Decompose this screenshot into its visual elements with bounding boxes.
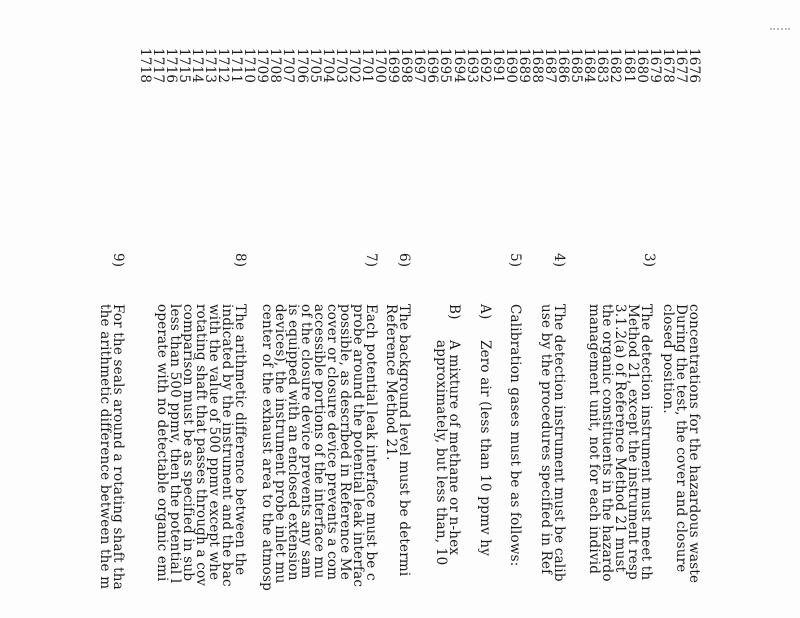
item-number-5: 5) <box>507 253 523 268</box>
line-number: 1701 <box>359 48 375 84</box>
line-number: 1705 <box>306 48 323 84</box>
line-number: 1692 <box>476 48 493 84</box>
text-line: Zero air (less than 10 ppmv hy <box>477 340 493 557</box>
text-line: closed position. <box>660 304 676 414</box>
text-line: During the test, the cover and closure <box>673 304 689 573</box>
text-line: approximately, but less than, 10 <box>433 340 449 566</box>
text-line: For the seals around a rotating shaft tha <box>110 304 126 590</box>
line-number: 1696 <box>424 48 441 84</box>
line-number: 1694 <box>450 48 467 84</box>
text-line: The detection instrument must meet th <box>638 304 654 581</box>
item-number-7: 7) <box>363 253 379 268</box>
line-number: 1676 <box>686 48 702 84</box>
line-number: 1686 <box>555 48 572 84</box>
line-number: 1699 <box>385 48 402 84</box>
text-line: concentrations for the hazardous waste <box>686 304 702 584</box>
text-line: management unit, not for each individ <box>586 304 602 575</box>
text-line: Reference Method 21. <box>383 304 399 461</box>
line-number: 1706 <box>293 48 310 84</box>
text-line: A mixture of methane or n-hex <box>446 340 462 556</box>
item-number-8: 8) <box>232 253 248 268</box>
line-number: 1709 <box>254 48 271 84</box>
sub-item-label: A) <box>477 304 493 320</box>
line-number: 1707 <box>280 48 297 84</box>
line-number: 1700 <box>372 48 389 84</box>
line-number: 1697 <box>411 48 428 84</box>
item-number-3: 3) <box>641 253 657 268</box>
text-line: 3.1.2(a) of Reference Method 21 must <box>612 304 628 573</box>
text-line: is equipped with an enclosed extension <box>285 304 301 581</box>
text-line: operate with no detectable organic emi <box>154 304 170 582</box>
text-line: probe around the potential leak interfac <box>350 304 366 588</box>
text-line: use by the procedures specified in Ref <box>538 304 554 575</box>
text-line: possible, as described in Reference Me <box>337 304 353 581</box>
line-number: 1690 <box>502 48 519 84</box>
line-number: 1698 <box>398 48 415 84</box>
line-number: 1702 <box>345 48 362 84</box>
text-line: Method 21, except the instrument resp <box>625 304 641 580</box>
line-number: 1689 <box>516 48 532 84</box>
line-number: 1714 <box>189 48 205 84</box>
line-number: 1703 <box>332 48 349 84</box>
item-number-9: 9) <box>110 253 126 268</box>
text-line: The background level must be determi <box>396 304 412 577</box>
item-number-4: 4) <box>551 253 567 268</box>
line-number: 1718 <box>136 48 153 84</box>
line-number: 1713 <box>202 48 218 84</box>
text-line: of the closure device prevents any sam <box>298 304 314 579</box>
text-line: The arithmetic difference between the <box>232 304 248 576</box>
text-line: center of the exhaust area to the atmosp <box>259 304 275 591</box>
text-line: less than 500 ppmv, then the potential l <box>167 304 183 584</box>
text-line: the organic constituents in the hazardo <box>599 304 615 582</box>
text-line: accessible portions of the interface mu <box>311 304 327 579</box>
line-number: 1710 <box>241 48 258 84</box>
line-number: 1693 <box>463 48 480 84</box>
line-number: 1715 <box>175 48 192 84</box>
line-number: 1704 <box>319 48 336 84</box>
line-number: 1688 <box>529 48 545 84</box>
text-line: The detection instrument must be calib <box>551 304 567 582</box>
item-number-6: 6) <box>396 253 412 268</box>
line-number: 1711 <box>228 48 245 84</box>
line-number: 1708 <box>267 48 284 84</box>
text-line: with the value of 500 ppmv except whe <box>206 304 222 581</box>
line-number: 1691 <box>489 48 506 84</box>
text-line: Each potential leak interface must be c <box>363 304 379 581</box>
text-line: rotating shaft that passes through a cov <box>193 304 209 587</box>
line-number: 1712 <box>215 48 232 84</box>
text-line: the arithmetic difference between the m <box>97 304 113 590</box>
text-line: indicated by the instrument and the bac <box>219 304 235 587</box>
text-line: devices), the instrument probe inlet mu <box>272 304 288 584</box>
text-line: Calibration gases must be as follows: <box>507 304 523 567</box>
line-number: 1695 <box>437 48 454 84</box>
sub-item-label: B) <box>446 304 462 320</box>
line-number: 1678 <box>659 48 676 84</box>
line-number: 1677 <box>672 48 689 84</box>
line-number: 1683 <box>594 48 611 84</box>
line-number: 1680 <box>633 48 650 84</box>
line-number: 1685 <box>568 48 585 84</box>
line-number: 1687 <box>542 48 559 84</box>
line-number: 1684 <box>581 48 598 84</box>
line-number: 1716 <box>162 48 179 84</box>
line-number: 1682 <box>607 48 624 84</box>
line-number: 1679 <box>646 48 663 84</box>
text-line: comparison must be as specified in sub <box>180 304 196 582</box>
text-line: cover or closure device prevents a com <box>324 304 340 581</box>
line-number: 1717 <box>149 48 166 84</box>
line-number: 1681 <box>620 48 637 84</box>
